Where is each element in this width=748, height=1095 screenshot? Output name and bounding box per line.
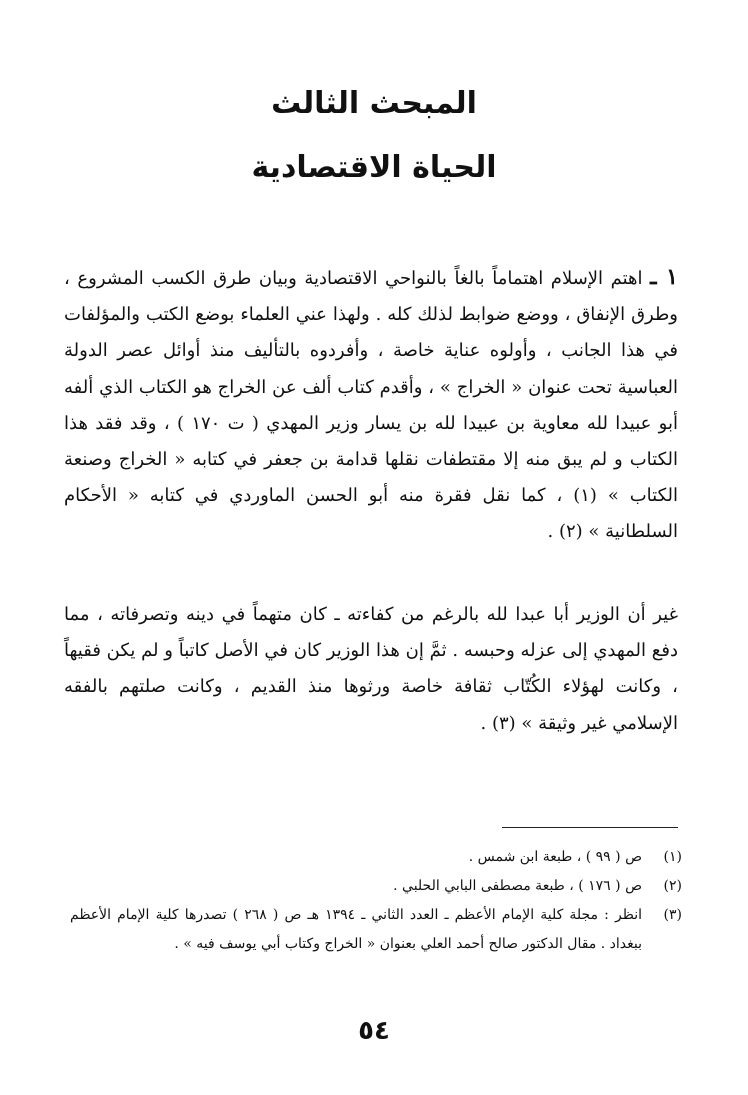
footnote-divider: [502, 827, 678, 828]
page-number: ٥٤: [358, 1016, 390, 1046]
footnote-number: (٣): [663, 907, 682, 923]
paragraph-2-text: غير أن الوزير أبا عبدا لله بالرغم من كفاءته ـ كان متهماً في دينه وتصرفاته ، مما دفع المهدي إلى عزله وحبسه . ثمَّ إن هذا الوزير كان في الأصل كاتباً و لم يكن فقيهاً ، وكانت لهؤلاء الكُتّاب ثقافة خاصة ورثوها منذ القديم ، وكانت صلتهم بالفقه الإسلامي غير وثيقة » (٣) .: [64, 604, 678, 734]
footnote-number: (١): [663, 849, 682, 865]
footnotes: [70, 843, 682, 959]
footnote-text: انظر : مجلة كلية الإمام الأعظم ـ العدد الثاني ـ ١٣٩٤ هـ ص ( ٢٦٨ ) تصدرها كلية الإمام الأعظم ببغداد . مقال الدكتور صالح أحمد العلي بعنوان « الخراج وكتاب أبي يوسف فيه » .: [70, 907, 642, 952]
section-title: الحياة الاقتصادية: [251, 150, 497, 185]
paragraph-number: ١ ـ: [650, 264, 678, 290]
footnote-3: [70, 901, 682, 959]
paragraph-1-text: اهتم الإسلام اهتماماً بالغاً بالنواحي الاقتصادية وبيان طرق الكسب المشروع ، وطرق الإنفاق ، ووضع ضوابط لذلك كله . ولهذا عني العلماء بوضع الكتب والمؤلفات في هذا الجانب ، وأولوه عناية خاصة ، وأفردوه بالتأليف منذ أوائل عصر الدولة العباسية تحت عنوان « الخراج » ، وأقدم كتاب ألف عن الخراج هو الكتاب الذي ألفه أبو عبيدا لله معاوية بن عبيدا لله بن يسار وزير المهدي ( ت ١٧٠ ) ، وقد فقد هذا الكتاب و لم يبق منه إلا مقتطفات نقلها قدامة بن جعفر في كتابه « الخراج وصنعة الكتاب » (١) ، كما نقل فقرة منه أبو الحسن الماوردي في كتابه « الأحكام السلطانية » (٢) .: [64, 268, 678, 543]
paragraph-2: [64, 597, 678, 742]
footnote-number: (٢): [663, 878, 682, 894]
footnote-text: ص ( ١٧٦ ) ، طبعة مصطفى البابي الحلبي .: [393, 878, 642, 894]
footnote-1: [70, 843, 682, 872]
footnote-text: ص ( ٩٩ ) ، طبعة ابن شمس .: [468, 849, 642, 865]
section-heading: المبحث الثالث: [271, 86, 477, 121]
paragraph-1: [64, 259, 678, 551]
footnote-2: [70, 872, 682, 901]
